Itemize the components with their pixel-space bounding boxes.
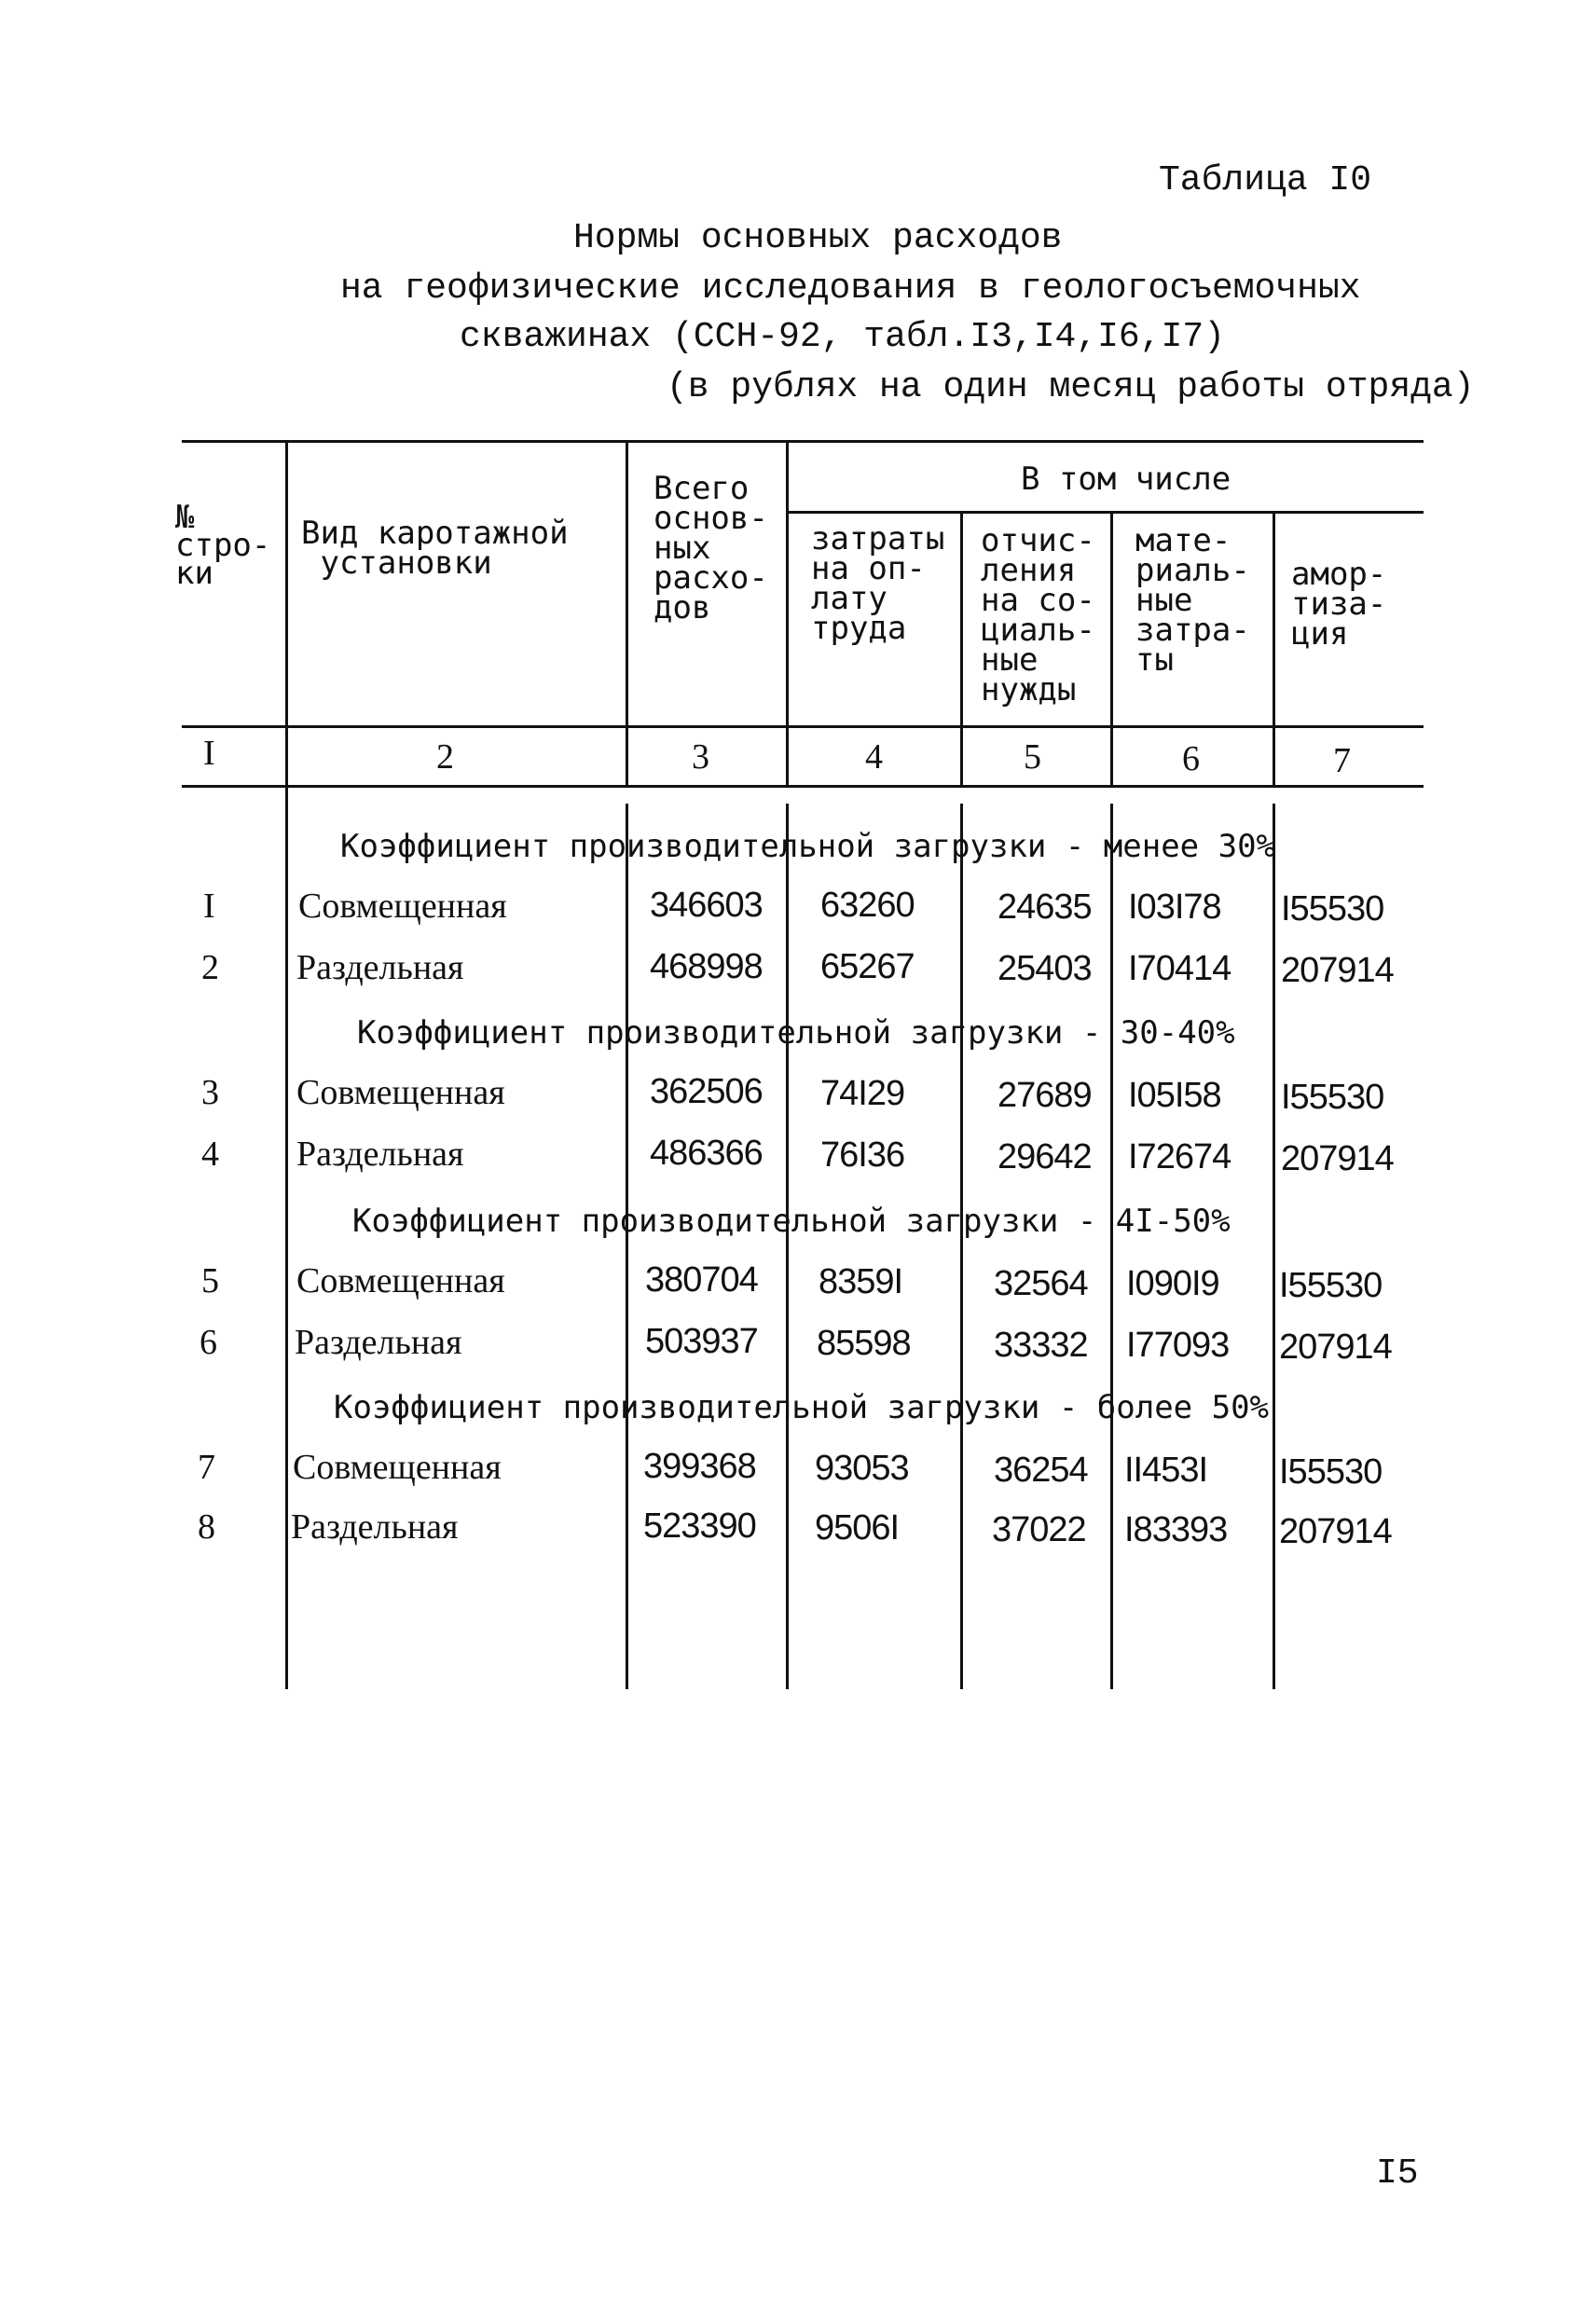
cell-material-2: I70414 [1128, 949, 1231, 988]
colnum-5: 5 [1024, 737, 1041, 777]
cell-social-1: 24635 [998, 887, 1092, 927]
col-divider-1 [285, 440, 288, 1689]
cell-amort-7: I55530 [1279, 1452, 1383, 1492]
body-divider-6 [1273, 804, 1275, 1689]
header-material: мате- риаль- ные затра- ты [1135, 522, 1250, 679]
colnum-7: 7 [1333, 741, 1351, 780]
group-title-3: Коэффициент производительной загрузки - 4I-50% [352, 1203, 1231, 1240]
title-line-2: на геофизические исследования в геологосъемочных [340, 268, 1361, 309]
colnum-4: 4 [865, 737, 883, 777]
cell-social-8: 37022 [992, 1510, 1086, 1549]
group-title-2: Коэффициент производительной загрузки - 30-40% [357, 1014, 1235, 1052]
header-amort: амор- тиза- ция [1291, 556, 1387, 653]
cell-total-7: 399368 [643, 1447, 756, 1486]
cell-total-3: 362506 [650, 1072, 763, 1111]
header-type: Вид каротажной установки [301, 515, 569, 582]
cell-labor-6: 85598 [817, 1324, 911, 1363]
cell-material-1: I03I78 [1128, 887, 1221, 927]
cell-amort-3: I55530 [1281, 1078, 1384, 1117]
cell-labor-3: 74I29 [820, 1074, 905, 1113]
cell-material-5: I090I9 [1126, 1264, 1219, 1303]
cell-total-6: 503937 [645, 1322, 758, 1361]
cell-social-4: 29642 [998, 1137, 1092, 1176]
row-no-7: 7 [198, 1448, 215, 1487]
cell-amort-2: 207914 [1281, 951, 1394, 990]
cell-material-7: II453I [1124, 1451, 1208, 1490]
cell-social-3: 27689 [998, 1076, 1092, 1115]
cell-labor-5: 8359I [819, 1262, 903, 1301]
col-divider-4 [960, 511, 963, 785]
row-no-6: 6 [200, 1323, 217, 1362]
body-divider-5 [1110, 804, 1113, 1689]
row-type-8: Раздельная [291, 1507, 459, 1547]
header-bottom-rule [182, 725, 1424, 728]
title-line-3: скважинах (ССН-92, табл.I3,I4,I6,I7) [460, 317, 1225, 357]
header-total: Всего основ- ных расхо- дов [654, 470, 768, 626]
colnum-3: 3 [692, 737, 709, 777]
body-divider-3 [786, 804, 789, 1689]
row-type-2: Раздельная [296, 948, 464, 987]
cell-labor-8: 9506I [815, 1508, 900, 1548]
cell-material-3: I05I58 [1128, 1076, 1221, 1115]
cell-social-6: 33332 [994, 1326, 1088, 1365]
cell-amort-4: 207914 [1281, 1139, 1394, 1178]
subheader-rule [786, 511, 1424, 514]
row-type-5: Совмещенная [296, 1261, 505, 1300]
row-no-1: I [203, 887, 215, 926]
row-no-4: 4 [201, 1135, 219, 1174]
col-divider-2 [626, 440, 628, 785]
cell-labor-1: 63260 [820, 886, 915, 925]
group-title-1: Коэффициент производительной загрузки - менее 30% [340, 828, 1276, 865]
table-label: Таблица I0 [1159, 160, 1372, 200]
title-line-1: Нормы основных расходов [573, 218, 1063, 258]
col-divider-6 [1273, 511, 1275, 785]
header-social: отчис- ления на со- циаль- ные нужды [981, 522, 1095, 708]
cell-social-2: 25403 [998, 949, 1092, 988]
body-divider-2 [626, 804, 628, 1689]
row-no-8: 8 [198, 1507, 215, 1547]
col-divider-3 [786, 440, 789, 785]
header-row-no: № стро- ки [175, 499, 271, 592]
header-incl: В том числе [1021, 461, 1231, 498]
row-type-1: Совмещенная [298, 887, 507, 926]
header-labor: затраты на оп- лату труда [811, 520, 945, 647]
cell-material-4: I72674 [1128, 1137, 1231, 1176]
cell-amort-5: I55530 [1279, 1266, 1383, 1305]
colnum-1: I [203, 734, 215, 773]
page-number: I5 [1376, 2153, 1419, 2194]
table-top-rule [182, 440, 1424, 443]
row-type-6: Раздельная [295, 1323, 462, 1362]
colnum-bottom-rule [182, 785, 1424, 788]
row-type-4: Раздельная [296, 1135, 464, 1174]
cell-total-5: 380704 [645, 1260, 758, 1300]
cell-labor-2: 65267 [820, 947, 915, 986]
cell-labor-7: 93053 [815, 1449, 909, 1488]
body-divider-4 [960, 804, 963, 1689]
colnum-6: 6 [1182, 739, 1200, 778]
cell-amort-8: 207914 [1279, 1512, 1392, 1551]
cell-total-2: 468998 [650, 947, 763, 986]
cell-amort-6: 207914 [1279, 1327, 1392, 1367]
title-line-4: (в рублях на один месяц работы отряда) [667, 367, 1475, 407]
cell-material-8: I83393 [1124, 1510, 1228, 1549]
cell-total-1: 346603 [650, 886, 763, 925]
cell-social-7: 36254 [994, 1451, 1088, 1490]
row-type-7: Совмещенная [293, 1448, 502, 1487]
cell-total-8: 523390 [643, 1506, 756, 1546]
row-type-3: Совмещенная [296, 1073, 505, 1112]
col-divider-5 [1110, 511, 1113, 785]
cell-total-4: 486366 [650, 1134, 763, 1173]
group-title-4: Коэффициент производительной загрузки - более 50% [334, 1389, 1270, 1426]
row-no-5: 5 [201, 1261, 219, 1300]
row-no-3: 3 [201, 1073, 219, 1112]
colnum-2: 2 [436, 737, 454, 777]
cell-amort-1: I55530 [1281, 889, 1384, 929]
cell-labor-4: 76I36 [820, 1135, 905, 1175]
cell-material-6: I77093 [1126, 1326, 1230, 1365]
row-no-2: 2 [201, 948, 219, 987]
cell-social-5: 32564 [994, 1264, 1088, 1303]
